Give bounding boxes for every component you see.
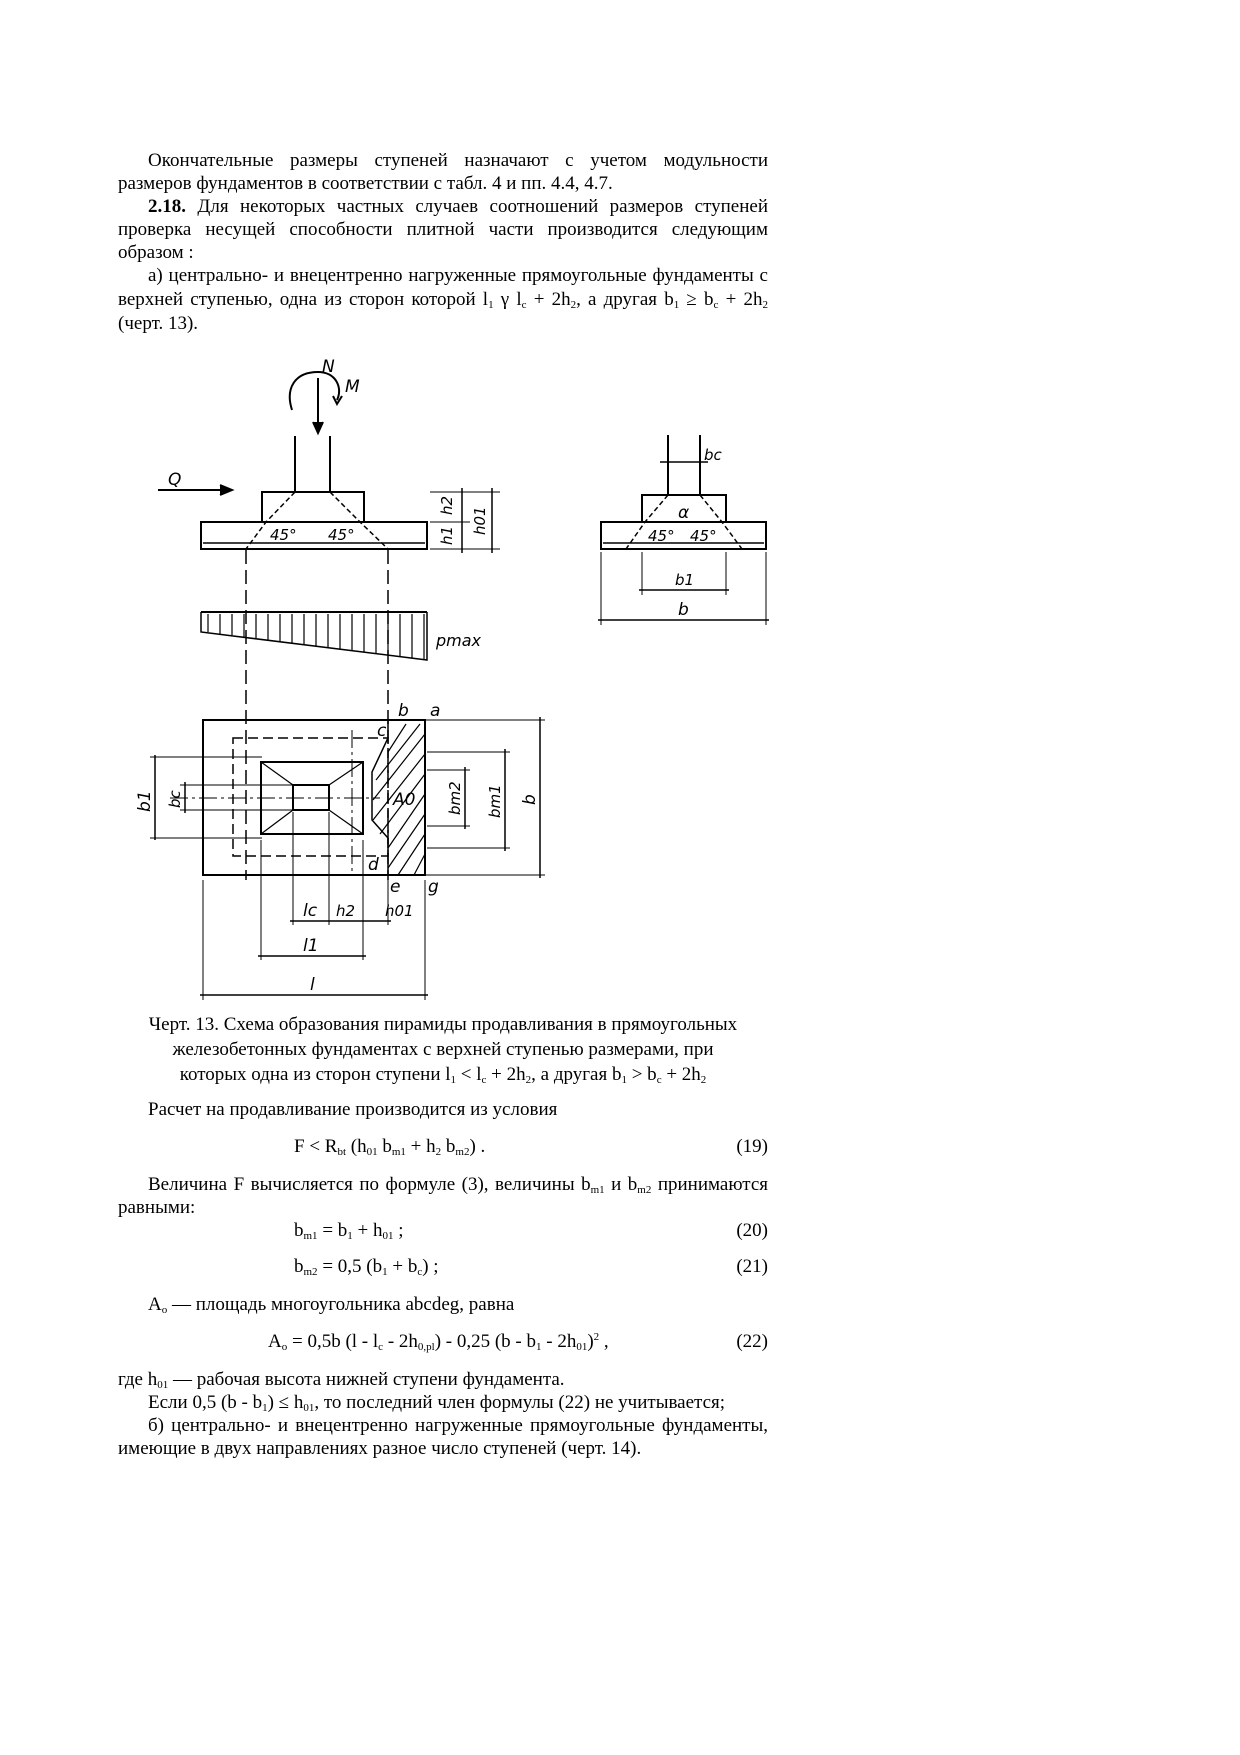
paragraph-A0: $A_o$ — площадь многоугольника abcdeg, равна xyxy=(148,1294,515,1316)
label-bm2: bm2 xyxy=(446,781,464,815)
moment-arrow xyxy=(290,372,339,410)
formula-21-number: (21) xyxy=(736,1256,768,1277)
label-Q: Q xyxy=(168,470,182,490)
label-alpha: α xyxy=(678,503,690,523)
paragraph-condition: Если 0,5 $(b - b_1) \le h_{01}$, то последний член формулы (22) не учитывается; xyxy=(148,1392,726,1414)
label-bc-plan: bc xyxy=(166,790,184,808)
paragraph-F-value: Величина F вычисляется по формуле (3), величины $b_{m1}$ и $b_{m2}$ принимаются равными: xyxy=(118,1174,768,1218)
clause-number: 2.18. xyxy=(148,196,186,217)
label-a: a xyxy=(430,701,441,721)
clause-text: Для некоторых частных случаев соотношений размеров ступеней проверка несущей способности плитной части производится следующим образом : xyxy=(118,196,768,263)
formula-20-number: (20) xyxy=(736,1220,768,1241)
label-N: N xyxy=(322,357,335,377)
formula-22-number: (22) xyxy=(736,1331,768,1352)
lower-step xyxy=(201,522,427,549)
label-d: d xyxy=(368,855,379,875)
label-h2-plan: h2 xyxy=(336,902,356,920)
formula-22: $A_o = 0,5b$ $(l - l_c - 2h_{0,pl}) - 0,25$ $(b - b_1 - 2h_{01})^2$ , (22) xyxy=(268,1331,768,1353)
label-b1-plan: b1 xyxy=(135,790,155,812)
label-b-point: b xyxy=(398,701,409,721)
label-h01: h01 xyxy=(471,506,489,535)
label-b1-section: b1 xyxy=(675,571,695,589)
formula-19-number: (19) xyxy=(736,1136,768,1157)
label-45-section-left: 45° xyxy=(648,527,675,545)
paragraph-case-b: б) центрально- и внецентренно нагруженные прямоугольные фундаменты, имеющие в двух направлениях разное число ступеней (черт. 14). xyxy=(118,1415,768,1459)
label-e: e xyxy=(390,877,401,897)
label-pmax: pmax xyxy=(436,631,482,650)
normal-force-arrowhead xyxy=(313,422,323,433)
label-g: g xyxy=(428,877,439,897)
label-bm1: bm1 xyxy=(486,784,504,818)
caption-line-2: железобетонных фундаментах с верхней ступенью размерами, при xyxy=(172,1039,714,1060)
formula-20: $b_{m1} = b_1 + h_{01}$ ; (20) xyxy=(294,1220,768,1242)
label-h2: h2 xyxy=(438,495,456,515)
label-h01-plan: h01 xyxy=(385,902,414,920)
label-A0: A0 xyxy=(393,790,416,810)
label-45-right: 45° xyxy=(328,526,355,544)
paragraph-calculation: Расчет на продавливание производится из условия xyxy=(148,1099,558,1120)
label-45-section-right: 45° xyxy=(690,527,717,545)
label-c: c xyxy=(377,721,387,741)
paragraph-final-sizes: Окончательные размеры ступеней назначают с учетом модульности размеров фундаментов в соответствии с табл. 4 и пп. 4.4, 4.7. xyxy=(118,150,768,194)
section-lower-step xyxy=(601,522,766,549)
label-bc-section: bc xyxy=(704,446,722,464)
figure-caption xyxy=(118,1012,768,1087)
caption-line-1: Черт. 13. Схема образования пирамиды продавливания в прямоугольных xyxy=(148,1014,738,1035)
paragraph-h01: где $h_{01}$ — рабочая высота нижней ступени фундамента. xyxy=(118,1369,565,1391)
label-h1: h1 xyxy=(438,525,456,545)
upper-step xyxy=(262,492,364,522)
label-M: M xyxy=(345,377,360,397)
label-l1: l1 xyxy=(303,936,319,956)
label-b-section: b xyxy=(678,600,689,620)
label-lc: lc xyxy=(303,901,318,921)
lower-text-block xyxy=(118,1098,768,1460)
label-l: l xyxy=(310,975,315,995)
formula-21: $b_{m2} = 0,5$ $(b_1 + b_c)$ ; (21) xyxy=(294,1256,768,1278)
caption-line-3: которых одна из сторон ступени $l_1 < l_c + 2h_2$, а другая $b_1 > b_c + 2h_2$ xyxy=(179,1064,707,1086)
formula-19: $F < R_{bt}$ ($h_{01}$ $b_{m1} + h_2$ $b_{m2}$) . (19) xyxy=(294,1136,768,1158)
label-45-left: 45° xyxy=(270,526,297,544)
label-b-plan: b xyxy=(520,794,540,805)
paragraph-case-a: а) центрально- и внецентренно нагруженные прямоугольные фундаменты с верхней ступенью, одна из сторон которой $l_1$ γ $l_c + 2h_2$, а другая $b_1 \ge b_c + 2h_2$ (черт. 13). xyxy=(118,265,768,334)
